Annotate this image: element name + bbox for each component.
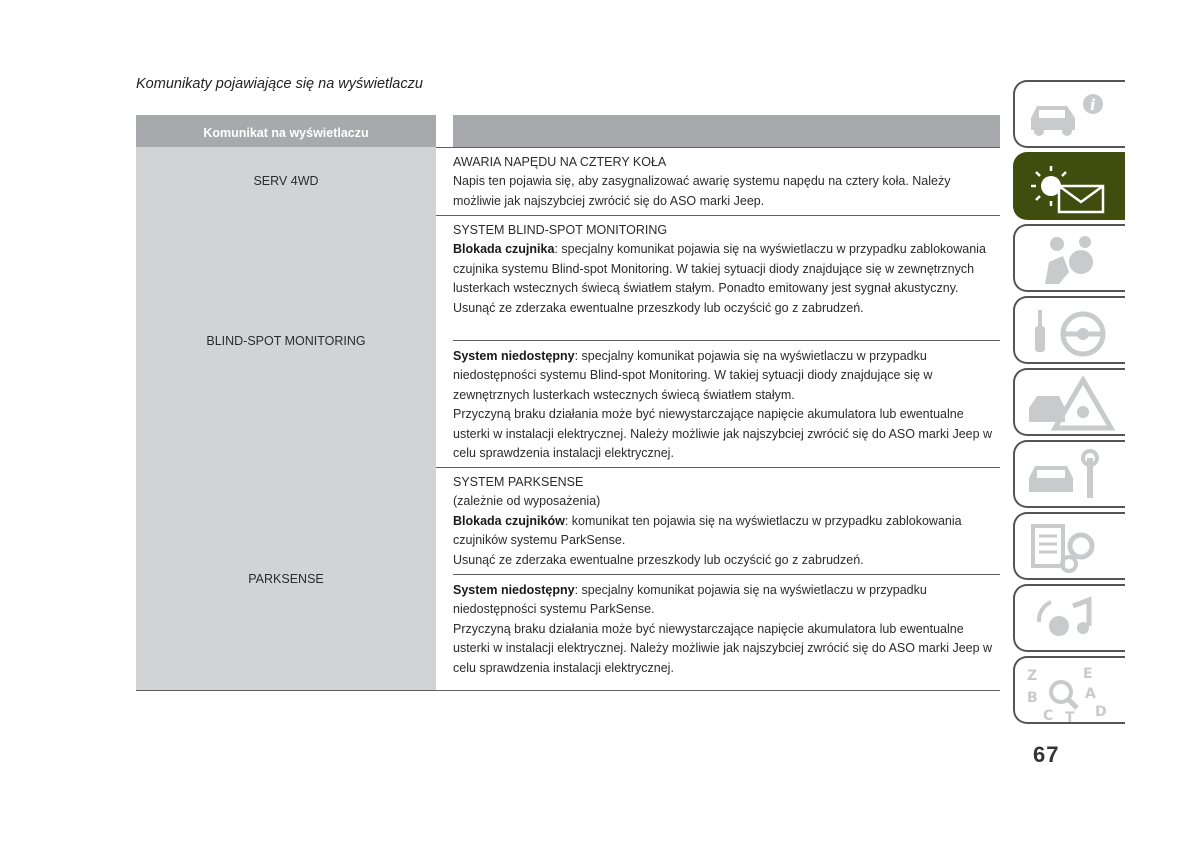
index-letter: C: [1043, 708, 1054, 724]
index-letter: D: [1095, 704, 1107, 720]
row-description: [453, 153, 1000, 211]
row-label: SERV 4WD: [136, 147, 436, 215]
row-label: PARKSENSE: [136, 467, 436, 691]
row-entry: [453, 347, 1000, 463]
index-letter: A: [1085, 686, 1096, 702]
message-extra: Przyczyną braku działania może być niewystarczające napięcie akumulatora lub ewentualne usterki w instalacji elektrycznej. Należy możliwie jak najszybciej zwrócić się do ASO marki Jeep w celu sprawdzenia instalacji elektrycznej.: [453, 621, 993, 675]
warning-light-message-icon: [1023, 160, 1119, 216]
index-letter: B: [1027, 690, 1038, 706]
message-text: [453, 512, 1000, 551]
row-divider: [136, 690, 1000, 691]
message-bold: System niedostępny: [453, 583, 575, 597]
airbag-safety-icon: [1023, 232, 1119, 288]
table-row: [136, 147, 1000, 215]
message-extra: Usunąć ze zderzaka ewentualne przeszkody lub oczyścić go z zabrudzeń.: [453, 552, 864, 567]
tab-warning-lights[interactable]: [1013, 152, 1125, 220]
page-number: 67: [1033, 742, 1060, 767]
alphabetical-index-icon: [1023, 664, 1119, 726]
tab-car-info[interactable]: [1013, 80, 1125, 148]
table-header-right: [453, 115, 1000, 147]
row-entry: [453, 581, 1000, 678]
message-sub: (zależnie od wyposażenia): [453, 494, 601, 509]
multimedia-icon: [1023, 592, 1119, 648]
key-steering-wheel-icon: [1023, 304, 1119, 360]
car-info-icon: [1023, 88, 1119, 144]
index-letter: T: [1065, 710, 1075, 726]
message-extra: Przyczyną braku działania może być niewystarczające napięcie akumulatora lub ewentualne usterki w instalacji elektrycznej. Należy możliwie jak najszybciej zwrócić się do ASO marki Jeep w celu sprawdzenia instalacji elektrycznej.: [453, 407, 993, 461]
index-letter: E: [1083, 666, 1093, 682]
table-row: [136, 215, 1000, 467]
section-title: Komunikaty pojawiające się na wyświetlaczu: [136, 76, 423, 92]
tab-safety[interactable]: [1013, 224, 1125, 292]
message-bold: Blokada czujników: [453, 513, 565, 528]
message-extra: Usunąć ze zderzaka ewentualne przeszkody lub oczyścić go z zabrudzeń.: [453, 300, 864, 315]
message-text: [453, 581, 1000, 620]
message-text: Napis ten pojawia się, aby zasygnalizować awarię systemu napędu na cztery koła. Należy możliwie jak najszybciej zwrócić się do ASO marki Jeep.: [453, 174, 951, 208]
table-header: Komunikat na wyświetlaczu: [136, 115, 436, 147]
message-heading: SYSTEM PARKSENSE: [453, 475, 584, 489]
message-text: [453, 240, 1000, 298]
table-row: [136, 467, 1000, 691]
message-body: : specjalny komunikat pojawia się na wyświetlaczu w przypadku niedostępności systemu ParkSense.: [453, 583, 927, 617]
tab-multimedia[interactable]: [1013, 584, 1125, 652]
message-body: : komunikat ten pojawia się na wyświetlaczu w przypadku zablokowania czujników systemu ParkSense.: [453, 513, 962, 548]
index-letter: Z: [1027, 668, 1038, 684]
tab-emergency[interactable]: [1013, 368, 1125, 436]
entry-divider: [453, 574, 1000, 575]
message-text: [453, 347, 1000, 405]
message-heading: AWARIA NAPĘDU NA CZTERY KOŁA: [453, 155, 667, 169]
message-heading: SYSTEM BLIND-SPOT MONITORING: [453, 223, 668, 237]
row-entry: [453, 473, 1000, 570]
entry-divider: [453, 340, 1000, 341]
svg-text:i: i: [1090, 96, 1096, 114]
car-wrench-icon: [1023, 448, 1119, 504]
tab-index[interactable]: [1013, 656, 1125, 724]
tab-maintenance[interactable]: [1013, 440, 1125, 508]
row-entry: [453, 221, 1000, 318]
tab-technical-data[interactable]: [1013, 512, 1125, 580]
specs-gear-icon: [1023, 520, 1119, 576]
tab-starting-driving[interactable]: [1013, 296, 1125, 364]
row-label: BLIND-SPOT MONITORING: [136, 215, 436, 467]
message-bold: Blokada czujnika: [453, 242, 555, 257]
message-body: : specjalny komunikat pojawia się na wyświetlaczu w przypadku niedostępności systemu Blind-spot Monitoring. W takiej sytuacji diody znajdujące się w zewnętrznych lusterkach wstecznych świecą światłem stałym.: [453, 349, 933, 402]
message-bold: System niedostępny: [453, 349, 575, 363]
accident-warning-triangle-icon: [1023, 376, 1119, 432]
message-body: : specjalny komunikat pojawia się na wyświetlaczu w przypadku zablokowania czujnika systemu Blind-spot Monitoring. W takiej sytuacji diody znajdujące się w zewnętrznych lusterkach wstecznych świecą światłem stałym. Ponadto emitowany jest sygnał akustyczny.: [453, 242, 986, 296]
